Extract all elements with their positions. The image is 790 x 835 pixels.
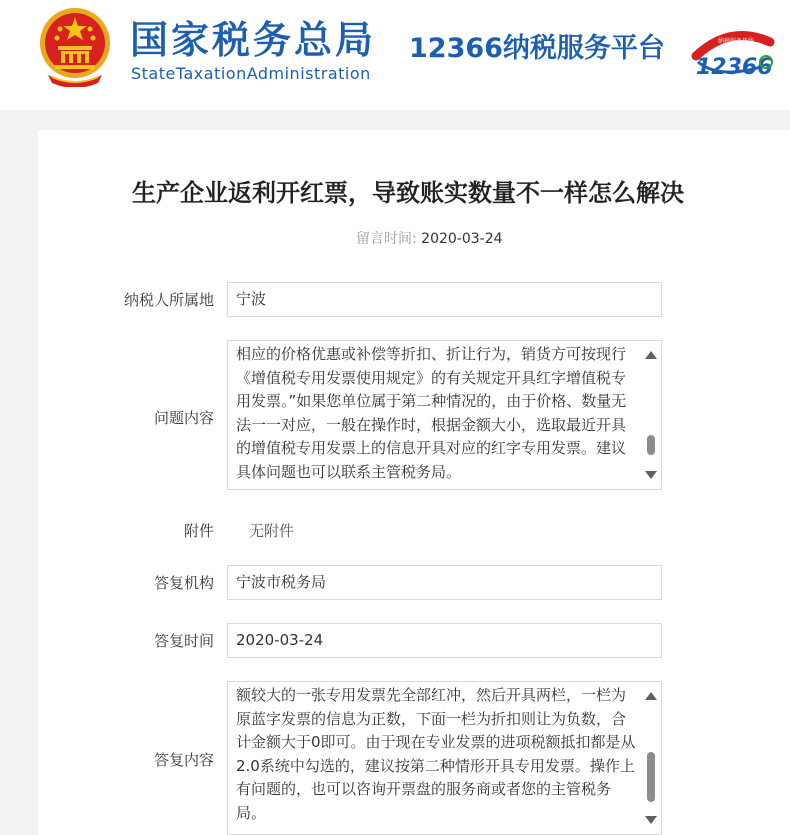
question-text: 相应的价格优惠或补偿等折扣、折让行为，销货方可按现行《增值税专用发票使用规定》的有关规定开具红字增值税专用发票。”如果您单位属于第二种情况的，由于价格、数量无法一一对应，一般在操作时，根据金额大小，选取最近开具的增值税专用发票上的信息开具对应的红字专用发票。建议具体问题也可以联系主管税务局。 [236,345,627,481]
scroll-down-arrow-icon[interactable] [645,816,657,824]
scroll-thumb[interactable] [647,752,655,802]
posted-time [356,229,503,249]
platform-name: 12366纳税服务平台 [409,33,665,64]
reply-scrollbar[interactable] [641,682,661,834]
reply-time-label: 答复时间 [153,632,214,650]
posted-time-label: 留言时间: [356,231,417,247]
logo-ribbon-text: 纳税服务热线 [718,38,755,45]
scroll-thumb[interactable] [647,435,655,455]
agency-label: 答复机构 [153,574,214,592]
question-scrollbar[interactable] [641,341,661,489]
site-header [0,0,790,110]
question-textarea[interactable] [227,340,662,490]
agency-field[interactable]: 宁波市税务局 [227,565,662,600]
scroll-down-arrow-icon[interactable] [645,471,657,479]
reply-label: 答复内容 [153,751,214,769]
reply-textarea[interactable] [227,681,662,835]
12366-logo-icon [690,22,775,82]
region-field[interactable]: 宁波 [227,282,662,317]
logo-number-text: 12366 [696,55,773,80]
scroll-up-arrow-icon[interactable] [645,692,657,700]
message-detail-card [38,130,790,835]
page-title: 生产企业返利开红票，导致账实数量不一样怎么解决 [132,179,684,207]
scroll-up-arrow-icon[interactable] [645,351,657,359]
reply-time-field[interactable]: 2020-03-24 [227,623,662,658]
attachment-value: 无附件 [249,522,295,540]
posted-time-value: 2020-03-24 [421,231,503,247]
reply-text: 额较大的一张专用发票先全部红冲，然后开具两栏，一栏为原蓝字发票的信息为正数，下面一栏为折扣则让为负数，合计金额大于0即可。由于现在专业发票的进项税额抵扣都是从2.0系统中勾选的，建议按第二种情形开具专用发票。操作上有问题的，也可以咨询开票盘的服务商或者您的主管税务局。 [236,686,636,822]
brand-name-cn: 国家税务总局 [130,18,377,62]
question-label: 问题内容 [153,409,214,427]
attachment-label: 附件 [183,522,214,540]
region-label: 纳税人所属地 [123,291,214,309]
brand-name-en: StateTaxationAdministration [131,64,371,83]
national-emblem-icon [38,5,112,87]
